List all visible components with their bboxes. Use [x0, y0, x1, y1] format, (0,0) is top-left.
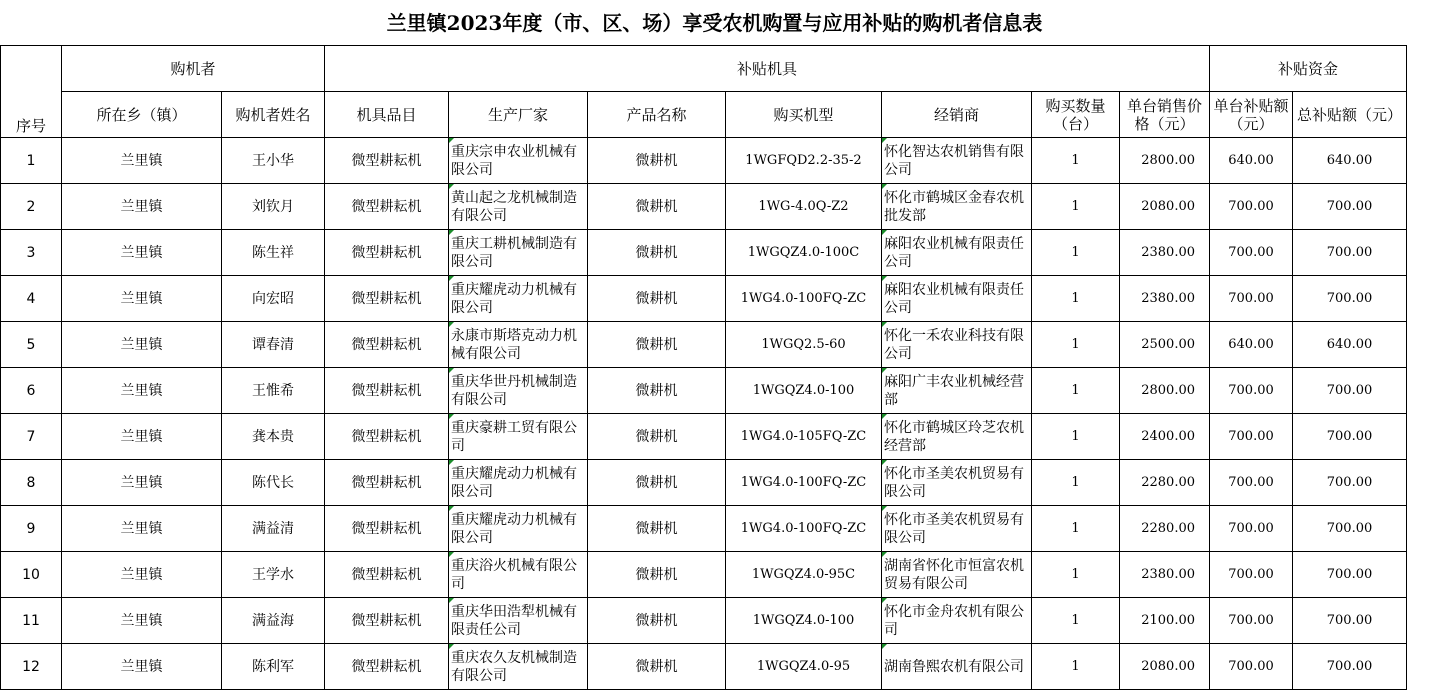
header-name[interactable]: 购机者姓名 — [222, 92, 325, 138]
cell-total-subsidy[interactable]: 700.00 — [1293, 644, 1407, 690]
green-triangle-icon — [882, 368, 887, 373]
cell-dealer[interactable]: 麻阳广丰农业机械经营部 — [882, 368, 1032, 414]
cell-name[interactable]: 满益清 — [222, 506, 325, 552]
green-triangle-icon — [882, 414, 887, 419]
green-triangle-icon — [882, 184, 887, 189]
cell-dealer[interactable]: 怀化智达农机销售有限公司 — [882, 138, 1032, 184]
header-product[interactable]: 产品名称 — [588, 92, 726, 138]
cell-seq[interactable]: 12 — [1, 644, 62, 690]
cell-price[interactable]: 2280.00 — [1120, 460, 1210, 506]
cell-category[interactable]: 微型耕耘机 — [325, 598, 449, 644]
table-row — [1, 322, 1407, 368]
cell-product[interactable]: 微耕机 — [588, 230, 726, 276]
cell-maker[interactable]: 永康市斯塔克动力机械有限公司 — [449, 322, 588, 368]
cell-seq[interactable]: 10 — [1, 552, 62, 598]
cell-price[interactable]: 2380.00 — [1120, 276, 1210, 322]
cell-dealer[interactable]: 怀化市鹤城区玲芝农机经营部 — [882, 414, 1032, 460]
cell-dealer[interactable]: 怀化一禾农业科技有限公司 — [882, 322, 1032, 368]
cell-name[interactable]: 龚本贵 — [222, 414, 325, 460]
header-price[interactable]: 单台销售价格（元） — [1120, 92, 1210, 138]
cell-total-subsidy[interactable]: 700.00 — [1293, 184, 1407, 230]
cell-seq[interactable]: 3 — [1, 230, 62, 276]
cell-name[interactable]: 王小华 — [222, 138, 325, 184]
cell-model[interactable]: 1WGQZ4.0-100C — [726, 230, 882, 276]
cell-unit-subsidy[interactable]: 700.00 — [1210, 414, 1293, 460]
cell-category[interactable]: 微型耕耘机 — [325, 414, 449, 460]
table-row — [1, 644, 1407, 690]
cell-maker[interactable]: 重庆华世丹机械制造有限公司 — [449, 368, 588, 414]
cell-town[interactable]: 兰里镇 — [62, 598, 222, 644]
cell-qty[interactable]: 1 — [1032, 598, 1120, 644]
cell-total-subsidy[interactable]: 700.00 — [1293, 506, 1407, 552]
green-triangle-icon — [449, 184, 454, 189]
cell-product[interactable]: 微耕机 — [588, 552, 726, 598]
table-row — [1, 138, 1407, 184]
cell-dealer[interactable]: 怀化市鹤城区金春农机批发部 — [882, 184, 1032, 230]
header-group-machine[interactable]: 补贴机具 — [325, 46, 1210, 92]
cell-town[interactable]: 兰里镇 — [62, 460, 222, 506]
cell-qty[interactable]: 1 — [1032, 414, 1120, 460]
cell-total-subsidy[interactable]: 640.00 — [1293, 322, 1407, 368]
cell-maker[interactable]: 重庆农久友机械制造有限公司 — [449, 644, 588, 690]
cell-seq[interactable]: 4 — [1, 276, 62, 322]
cell-total-subsidy[interactable]: 640.00 — [1293, 138, 1407, 184]
cell-town[interactable]: 兰里镇 — [62, 552, 222, 598]
table-row — [1, 506, 1407, 552]
table-row — [1, 276, 1407, 322]
cell-model[interactable]: 1WGQ2.5-60 — [726, 322, 882, 368]
table-row — [1, 230, 1407, 276]
cell-qty[interactable]: 1 — [1032, 230, 1120, 276]
cell-unit-subsidy[interactable]: 700.00 — [1210, 184, 1293, 230]
cell-product[interactable]: 微耕机 — [588, 184, 726, 230]
cell-price[interactable]: 2800.00 — [1120, 368, 1210, 414]
cell-dealer[interactable]: 麻阳农业机械有限责任公司 — [882, 230, 1032, 276]
cell-seq[interactable]: 9 — [1, 506, 62, 552]
cell-town[interactable]: 兰里镇 — [62, 414, 222, 460]
cell-name[interactable]: 王学水 — [222, 552, 325, 598]
cell-unit-subsidy[interactable]: 700.00 — [1210, 276, 1293, 322]
cell-maker[interactable]: 重庆工耕机械制造有限公司 — [449, 230, 588, 276]
cell-model[interactable]: 1WGQZ4.0-100 — [726, 368, 882, 414]
green-triangle-icon — [449, 598, 454, 603]
cell-name[interactable]: 谭春清 — [222, 322, 325, 368]
cell-town[interactable]: 兰里镇 — [62, 138, 222, 184]
cell-name[interactable]: 王惟希 — [222, 368, 325, 414]
cell-model[interactable]: 1WG-4.0Q-Z2 — [726, 184, 882, 230]
cell-unit-subsidy[interactable]: 700.00 — [1210, 552, 1293, 598]
cell-seq[interactable]: 8 — [1, 460, 62, 506]
cell-model[interactable]: 1WG4.0-100FQ-ZC — [726, 506, 882, 552]
green-triangle-icon — [882, 460, 887, 465]
cell-maker[interactable]: 重庆耀虎动力机械有限公司 — [449, 460, 588, 506]
cell-price[interactable]: 2380.00 — [1120, 230, 1210, 276]
green-triangle-icon — [882, 644, 887, 649]
cell-name[interactable]: 陈生祥 — [222, 230, 325, 276]
header-town[interactable]: 所在乡（镇） — [62, 92, 222, 138]
cell-dealer[interactable]: 湖南鲁熙农机有限公司 — [882, 644, 1032, 690]
cell-price[interactable]: 2080.00 — [1120, 644, 1210, 690]
cell-model[interactable]: 1WG4.0-105FQ-ZC — [726, 414, 882, 460]
header-maker[interactable]: 生产厂家 — [449, 92, 588, 138]
cell-town[interactable]: 兰里镇 — [62, 276, 222, 322]
cell-town[interactable]: 兰里镇 — [62, 230, 222, 276]
cell-dealer[interactable]: 麻阳农业机械有限责任公司 — [882, 276, 1032, 322]
cell-category[interactable]: 微型耕耘机 — [325, 644, 449, 690]
header-unit-subsidy[interactable]: 单台补贴额（元） — [1210, 92, 1293, 138]
cell-qty[interactable]: 1 — [1032, 506, 1120, 552]
cell-product[interactable]: 微耕机 — [588, 506, 726, 552]
cell-price[interactable]: 2280.00 — [1120, 506, 1210, 552]
cell-town[interactable]: 兰里镇 — [62, 368, 222, 414]
cell-model[interactable]: 1WGQZ4.0-100 — [726, 598, 882, 644]
cell-product[interactable]: 微耕机 — [588, 644, 726, 690]
cell-unit-subsidy[interactable]: 700.00 — [1210, 644, 1293, 690]
cell-qty[interactable]: 1 — [1032, 644, 1120, 690]
cell-category[interactable]: 微型耕耘机 — [325, 322, 449, 368]
cell-model[interactable]: 1WG4.0-100FQ-ZC — [726, 460, 882, 506]
cell-unit-subsidy[interactable]: 700.00 — [1210, 230, 1293, 276]
green-triangle-icon — [449, 138, 454, 143]
green-triangle-icon — [449, 230, 454, 235]
cell-unit-subsidy[interactable]: 700.00 — [1210, 598, 1293, 644]
cell-category[interactable]: 微型耕耘机 — [325, 230, 449, 276]
green-triangle-icon — [882, 138, 887, 143]
green-triangle-icon — [449, 506, 454, 511]
cell-maker[interactable]: 重庆耀虎动力机械有限公司 — [449, 276, 588, 322]
cell-product[interactable]: 微耕机 — [588, 460, 726, 506]
table-row — [1, 368, 1407, 414]
table-row — [1, 552, 1407, 598]
cell-model[interactable]: 1WGQZ4.0-95C — [726, 552, 882, 598]
cell-town[interactable]: 兰里镇 — [62, 184, 222, 230]
green-triangle-icon — [449, 276, 454, 281]
cell-total-subsidy[interactable]: 700.00 — [1293, 460, 1407, 506]
cell-maker[interactable]: 黄山起之龙机械制造有限公司 — [449, 184, 588, 230]
green-triangle-icon — [882, 230, 887, 235]
cell-total-subsidy[interactable]: 700.00 — [1293, 276, 1407, 322]
green-triangle-icon — [882, 598, 887, 603]
cell-qty[interactable]: 1 — [1032, 322, 1120, 368]
cell-qty[interactable]: 1 — [1032, 460, 1120, 506]
cell-category[interactable]: 微型耕耘机 — [325, 276, 449, 322]
cell-category[interactable]: 微型耕耘机 — [325, 460, 449, 506]
cell-qty[interactable]: 1 — [1032, 184, 1120, 230]
cell-model[interactable]: 1WGFQD2.2-35-2 — [726, 138, 882, 184]
cell-unit-subsidy[interactable]: 640.00 — [1210, 138, 1293, 184]
header-total-subsidy[interactable]: 总补贴额（元） — [1293, 92, 1407, 138]
cell-qty[interactable]: 1 — [1032, 368, 1120, 414]
cell-qty[interactable]: 1 — [1032, 552, 1120, 598]
green-triangle-icon — [882, 552, 887, 557]
cell-total-subsidy[interactable]: 700.00 — [1293, 230, 1407, 276]
cell-category[interactable]: 微型耕耘机 — [325, 552, 449, 598]
cell-seq[interactable]: 7 — [1, 414, 62, 460]
cell-dealer[interactable]: 怀化市圣美农机贸易有限公司 — [882, 506, 1032, 552]
table-row — [1, 414, 1407, 460]
cell-price[interactable]: 2100.00 — [1120, 598, 1210, 644]
header-group-buyer[interactable]: 购机者 — [62, 46, 325, 92]
cell-unit-subsidy[interactable]: 700.00 — [1210, 368, 1293, 414]
subsidy-table — [0, 45, 1407, 690]
green-triangle-icon — [882, 276, 887, 281]
cell-seq[interactable]: 11 — [1, 598, 62, 644]
green-triangle-icon — [449, 552, 454, 557]
cell-total-subsidy[interactable]: 700.00 — [1293, 552, 1407, 598]
cell-name[interactable]: 满益海 — [222, 598, 325, 644]
cell-total-subsidy[interactable]: 700.00 — [1293, 598, 1407, 644]
header-group-funds[interactable]: 补贴资金 — [1210, 46, 1407, 92]
cell-model[interactable]: 1WG4.0-100FQ-ZC — [726, 276, 882, 322]
cell-price[interactable]: 2380.00 — [1120, 552, 1210, 598]
cell-dealer[interactable]: 怀化市圣美农机贸易有限公司 — [882, 460, 1032, 506]
cell-price[interactable]: 2500.00 — [1120, 322, 1210, 368]
cell-maker[interactable]: 重庆华田浩犁机械有限责任公司 — [449, 598, 588, 644]
cell-maker[interactable]: 重庆豪耕工贸有限公司 — [449, 414, 588, 460]
cell-price[interactable]: 2400.00 — [1120, 414, 1210, 460]
green-triangle-icon — [449, 322, 454, 327]
cell-maker[interactable]: 重庆宗申农业机械有限公司 — [449, 138, 588, 184]
cell-product[interactable]: 微耕机 — [588, 138, 726, 184]
green-triangle-icon — [449, 368, 454, 373]
cell-category[interactable]: 微型耕耘机 — [325, 138, 449, 184]
cell-seq[interactable]: 5 — [1, 322, 62, 368]
green-triangle-icon — [449, 414, 454, 419]
header-seq[interactable]: 序号 — [1, 46, 62, 138]
cell-name[interactable]: 陈代长 — [222, 460, 325, 506]
cell-dealer[interactable]: 湖南省怀化市恒富农机贸易有限公司 — [882, 552, 1032, 598]
cell-product[interactable]: 微耕机 — [588, 598, 726, 644]
cell-town[interactable]: 兰里镇 — [62, 322, 222, 368]
cell-name[interactable]: 陈利军 — [222, 644, 325, 690]
table-row — [1, 460, 1407, 506]
cell-unit-subsidy[interactable]: 640.00 — [1210, 322, 1293, 368]
cell-maker[interactable]: 重庆浴火机械有限公司 — [449, 552, 588, 598]
cell-category[interactable]: 微型耕耘机 — [325, 506, 449, 552]
cell-town[interactable]: 兰里镇 — [62, 644, 222, 690]
cell-product[interactable]: 微耕机 — [588, 322, 726, 368]
green-triangle-icon — [882, 506, 887, 511]
green-triangle-icon — [449, 644, 454, 649]
cell-price[interactable]: 2080.00 — [1120, 184, 1210, 230]
sheet-title: 兰里镇2023年度（市、区、场）享受农机购置与应用补贴的购机者信息表 — [386, 11, 1043, 35]
header-category[interactable]: 机具品目 — [325, 92, 449, 138]
cell-town[interactable]: 兰里镇 — [62, 506, 222, 552]
cell-dealer[interactable]: 怀化市金舟农机有限公司 — [882, 598, 1032, 644]
cell-name[interactable]: 向宏昭 — [222, 276, 325, 322]
green-triangle-icon — [882, 322, 887, 327]
header-model[interactable]: 购买机型 — [726, 92, 882, 138]
cell-category[interactable]: 微型耕耘机 — [325, 184, 449, 230]
cell-unit-subsidy[interactable]: 700.00 — [1210, 460, 1293, 506]
cell-seq[interactable]: 6 — [1, 368, 62, 414]
table-row — [1, 598, 1407, 644]
header-qty[interactable]: 购买数量（台） — [1032, 92, 1120, 138]
cell-maker[interactable]: 重庆耀虎动力机械有限公司 — [449, 506, 588, 552]
cell-qty[interactable]: 1 — [1032, 276, 1120, 322]
cell-unit-subsidy[interactable]: 700.00 — [1210, 506, 1293, 552]
cell-price[interactable]: 2800.00 — [1120, 138, 1210, 184]
cell-product[interactable]: 微耕机 — [588, 276, 726, 322]
cell-model[interactable]: 1WGQZ4.0-95 — [726, 644, 882, 690]
table-row — [1, 184, 1407, 230]
cell-seq[interactable]: 1 — [1, 138, 62, 184]
cell-total-subsidy[interactable]: 700.00 — [1293, 368, 1407, 414]
cell-category[interactable]: 微型耕耘机 — [325, 368, 449, 414]
green-triangle-icon — [449, 460, 454, 465]
cell-seq[interactable]: 2 — [1, 184, 62, 230]
cell-total-subsidy[interactable]: 700.00 — [1293, 414, 1407, 460]
cell-product[interactable]: 微耕机 — [588, 368, 726, 414]
cell-qty[interactable]: 1 — [1032, 138, 1120, 184]
header-dealer[interactable]: 经销商 — [882, 92, 1032, 138]
cell-name[interactable]: 刘钦月 — [222, 184, 325, 230]
cell-product[interactable]: 微耕机 — [588, 414, 726, 460]
